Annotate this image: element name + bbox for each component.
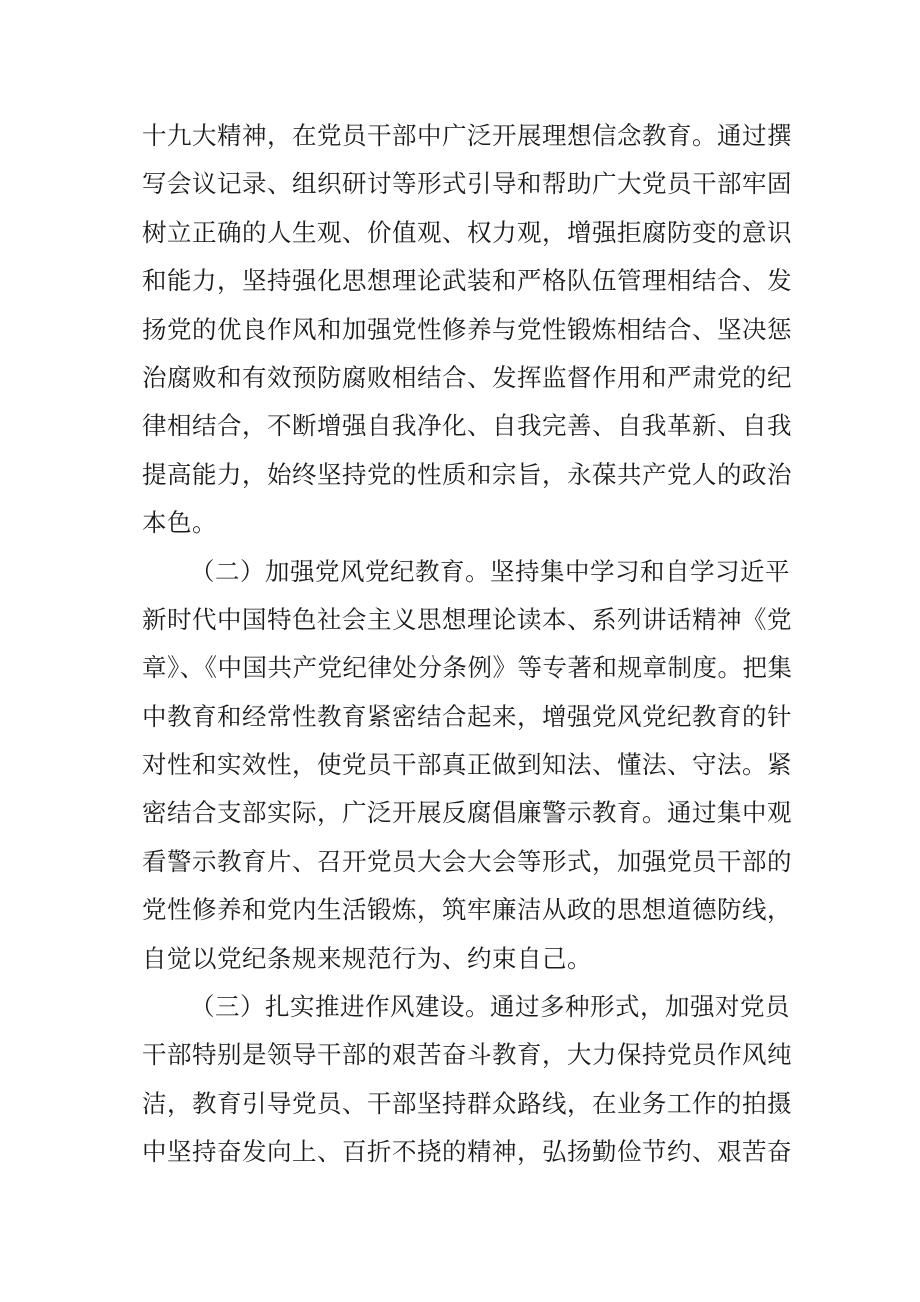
- document-body: [142, 112, 792, 1177]
- text-line: 提高能力，始终坚持党的性质和宗旨，永葆共产党人的政治: [142, 459, 792, 489]
- text-line: 看警示教育片、召开党员大会大会等形式，加强党员干部的: [142, 846, 792, 876]
- text-line: 新时代中国特色社会主义思想理论读本、系列讲话精神《党: [142, 604, 792, 634]
- text-line: 中坚持奋发向上、百折不挠的精神，弘扬勤俭节约、艰苦奋: [142, 1137, 792, 1167]
- text-line: 树立正确的人生观、价值观、权力观，增强拒腐防变的意识: [142, 217, 792, 247]
- text-line: 扬党的优良作风和加强党性修养与党性锻炼相结合、坚决惩: [142, 314, 792, 344]
- text-line: 本色。: [142, 508, 217, 538]
- text-line: 和能力，坚持强化思想理论武装和严格队伍管理相结合、发: [142, 266, 792, 296]
- text-line: 章》、《中国共产党纪律处分条例》等专著和规章制度。把集: [142, 653, 793, 683]
- text-line: 密结合支部实际，广泛开展反腐倡廉警示教育。通过集中观: [142, 798, 792, 828]
- text-line: 十九大精神，在党员干部中广泛开展理想信念教育。通过撰: [142, 121, 792, 150]
- text-line: 治腐败和有效预防腐败相结合、发挥监督作用和严肃党的纪: [142, 362, 792, 392]
- text-line: 写会议记录、组织研讨等形式引导和帮助广大党员干部牢固: [142, 169, 792, 199]
- paragraph-first-line: （三）扎实推进作风建设。通过多种形式，加强对党员: [190, 992, 790, 1022]
- text-line: 党性修养和党内生活锻炼，筑牢廉洁从政的思想道德防线，: [142, 895, 792, 925]
- text-line: 洁，教育引导党员、干部坚持群众路线，在业务工作的拍摄: [142, 1088, 792, 1118]
- paragraph-first-line: （二）加强党风党纪教育。坚持集中学习和自学习近平: [190, 556, 790, 586]
- text-line: 自觉以党纪条规来规范行为、约束自己。: [142, 943, 592, 973]
- text-line: 干部特别是领导干部的艰苦奋斗教育，大力保持党员作风纯: [142, 1040, 792, 1070]
- text-line: 对性和实效性，使党员干部真正做到知法、懂法、守法。紧: [142, 750, 792, 780]
- text-line: 律相结合，不断增强自我净化、自我完善、自我革新、自我: [142, 411, 792, 441]
- text-line: 中教育和经常性教育紧密结合起来，增强党风党纪教育的针: [142, 701, 792, 731]
